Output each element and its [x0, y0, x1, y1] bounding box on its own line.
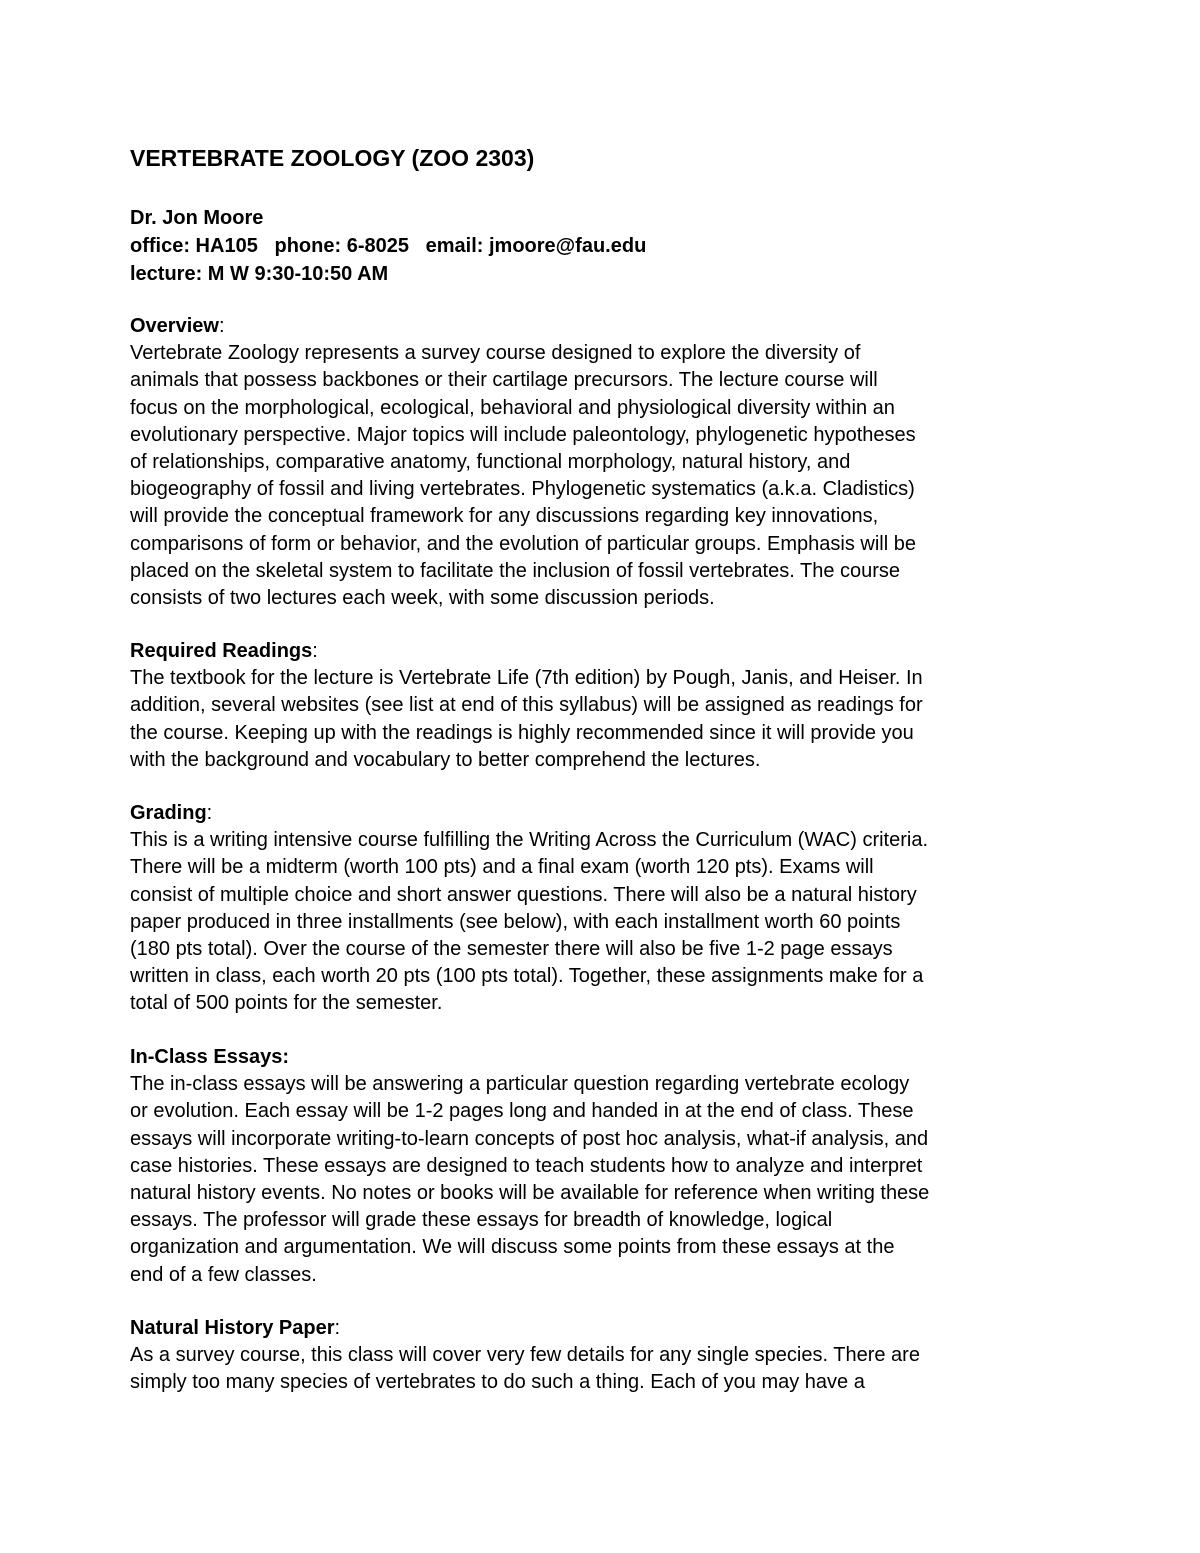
grading-line: written in class, each worth 20 pts (100 pts total). Together, these assignments make for a: [130, 965, 924, 988]
overview-line: evolutionary perspective. Major topics will include paleontology, phylogenetic hypotheses: [130, 423, 916, 446]
essays-line: essays. The professor will grade these essays for breadth of knowledge, logical: [130, 1209, 833, 1232]
essays-heading: In-Class Essays:: [130, 1046, 289, 1068]
grading-heading-text: Grading: [130, 802, 207, 824]
readings-line: addition, several websites (see list at end of this syllabus) will be assigned as readings for: [130, 694, 923, 717]
readings-heading-text: Required Readings: [130, 640, 313, 662]
overview-heading-colon: :: [218, 315, 225, 337]
paper-heading: [130, 1315, 1080, 1342]
essays-line: end of a few classes.: [130, 1263, 317, 1286]
instructor-name: Dr. Jon Moore: [130, 207, 264, 229]
readings-heading: [130, 638, 1080, 665]
grading-line: total of 500 points for the semester.: [130, 992, 443, 1015]
instructor-contact: office: HA105 phone: 6-8025 email: jmoore@fau.edu: [130, 235, 647, 257]
overview-heading: [130, 313, 1080, 340]
grading-heading-colon: :: [206, 802, 213, 824]
essays-line: organization and argumentation. We will discuss some points from these essays at the: [130, 1236, 895, 1259]
overview-line: will provide the conceptual framework for any discussions regarding key innovations,: [130, 505, 879, 528]
essays-section: [130, 1044, 1080, 1289]
paper-section: [130, 1315, 1080, 1397]
grading-line: There will be a midterm (worth 100 pts) and a final exam (worth 120 pts). Exams will: [130, 856, 874, 879]
grading-section: [130, 800, 1080, 1018]
readings-line: with the background and vocabulary to better comprehend the lectures.: [130, 748, 761, 771]
grading-line: This is a writing intensive course fulfilling the Writing Across the Curriculum (WAC) criteria.: [130, 829, 929, 852]
readings-line: The textbook for the lecture is Vertebrate Life (7th edition) by Pough, Janis, and Heiser. In: [130, 667, 923, 690]
paper-line: simply too many species of vertebrates to do such a thing. Each of you may have a: [130, 1371, 865, 1394]
overview-heading-text: Overview: [130, 315, 219, 337]
readings-line: the course. Keeping up with the readings is highly recommended since it will provide you: [130, 721, 914, 744]
overview-line: of relationships, comparative anatomy, functional morphology, natural history, and: [130, 450, 851, 473]
essays-line: or evolution. Each essay will be 1-2 pages long and handed in at the end of class. These: [130, 1100, 914, 1123]
grading-line: (180 pts total). Over the course of the semester there will also be five 1-2 page essays: [130, 937, 893, 960]
grading-line: paper produced in three installments (see below), with each installment worth 60 points: [130, 910, 901, 933]
instructor-info: [130, 204, 646, 288]
grading-line: consist of multiple choice and short answer questions. There will also be a natural history: [130, 883, 917, 906]
overview-line: comparisons of form or behavior, and the evolution of particular groups. Emphasis will be: [130, 532, 916, 555]
paper-heading-colon: :: [334, 1317, 341, 1339]
overview-line: placed on the skeletal system to facilitate the inclusion of fossil vertebrates. The course: [130, 559, 901, 582]
overview-line: consists of two lectures each week, with some discussion periods.: [130, 586, 715, 609]
readings-heading-colon: :: [312, 640, 318, 662]
document-title: VERTEBRATE ZOOLOGY (ZOO 2303): [130, 145, 535, 171]
paper-heading-text: Natural History Paper: [130, 1317, 335, 1339]
lecture-schedule: lecture: M W 9:30-10:50 AM: [130, 263, 389, 285]
overview-line: biogeography of fossil and living vertebrates. Phylogenetic systematics (a.k.a. Cladistics): [130, 478, 915, 501]
essays-line: natural history events. No notes or books will be available for reference when writing these: [130, 1181, 930, 1204]
paper-line: As a survey course, this class will cover very few details for any single species. There are: [130, 1344, 920, 1367]
overview-line: focus on the morphological, ecological, behavioral and physiological diversity within an: [130, 396, 895, 419]
overview-section: [130, 313, 1080, 612]
overview-line: animals that possess backbones or their cartilage precursors. The lecture course will: [130, 369, 878, 392]
overview-line: Vertebrate Zoology represents a survey course designed to explore the diversity of: [130, 342, 861, 365]
essays-line: The in-class essays will be answering a particular question regarding vertebrate ecology: [130, 1073, 910, 1096]
essays-line: case histories. These essays are designed to teach students how to analyze and interpret: [130, 1154, 923, 1177]
readings-section: [130, 638, 1080, 774]
grading-heading: [130, 800, 1080, 827]
essays-line: essays will incorporate writing-to-learn concepts of post hoc analysis, what-if analysis, and: [130, 1127, 929, 1150]
